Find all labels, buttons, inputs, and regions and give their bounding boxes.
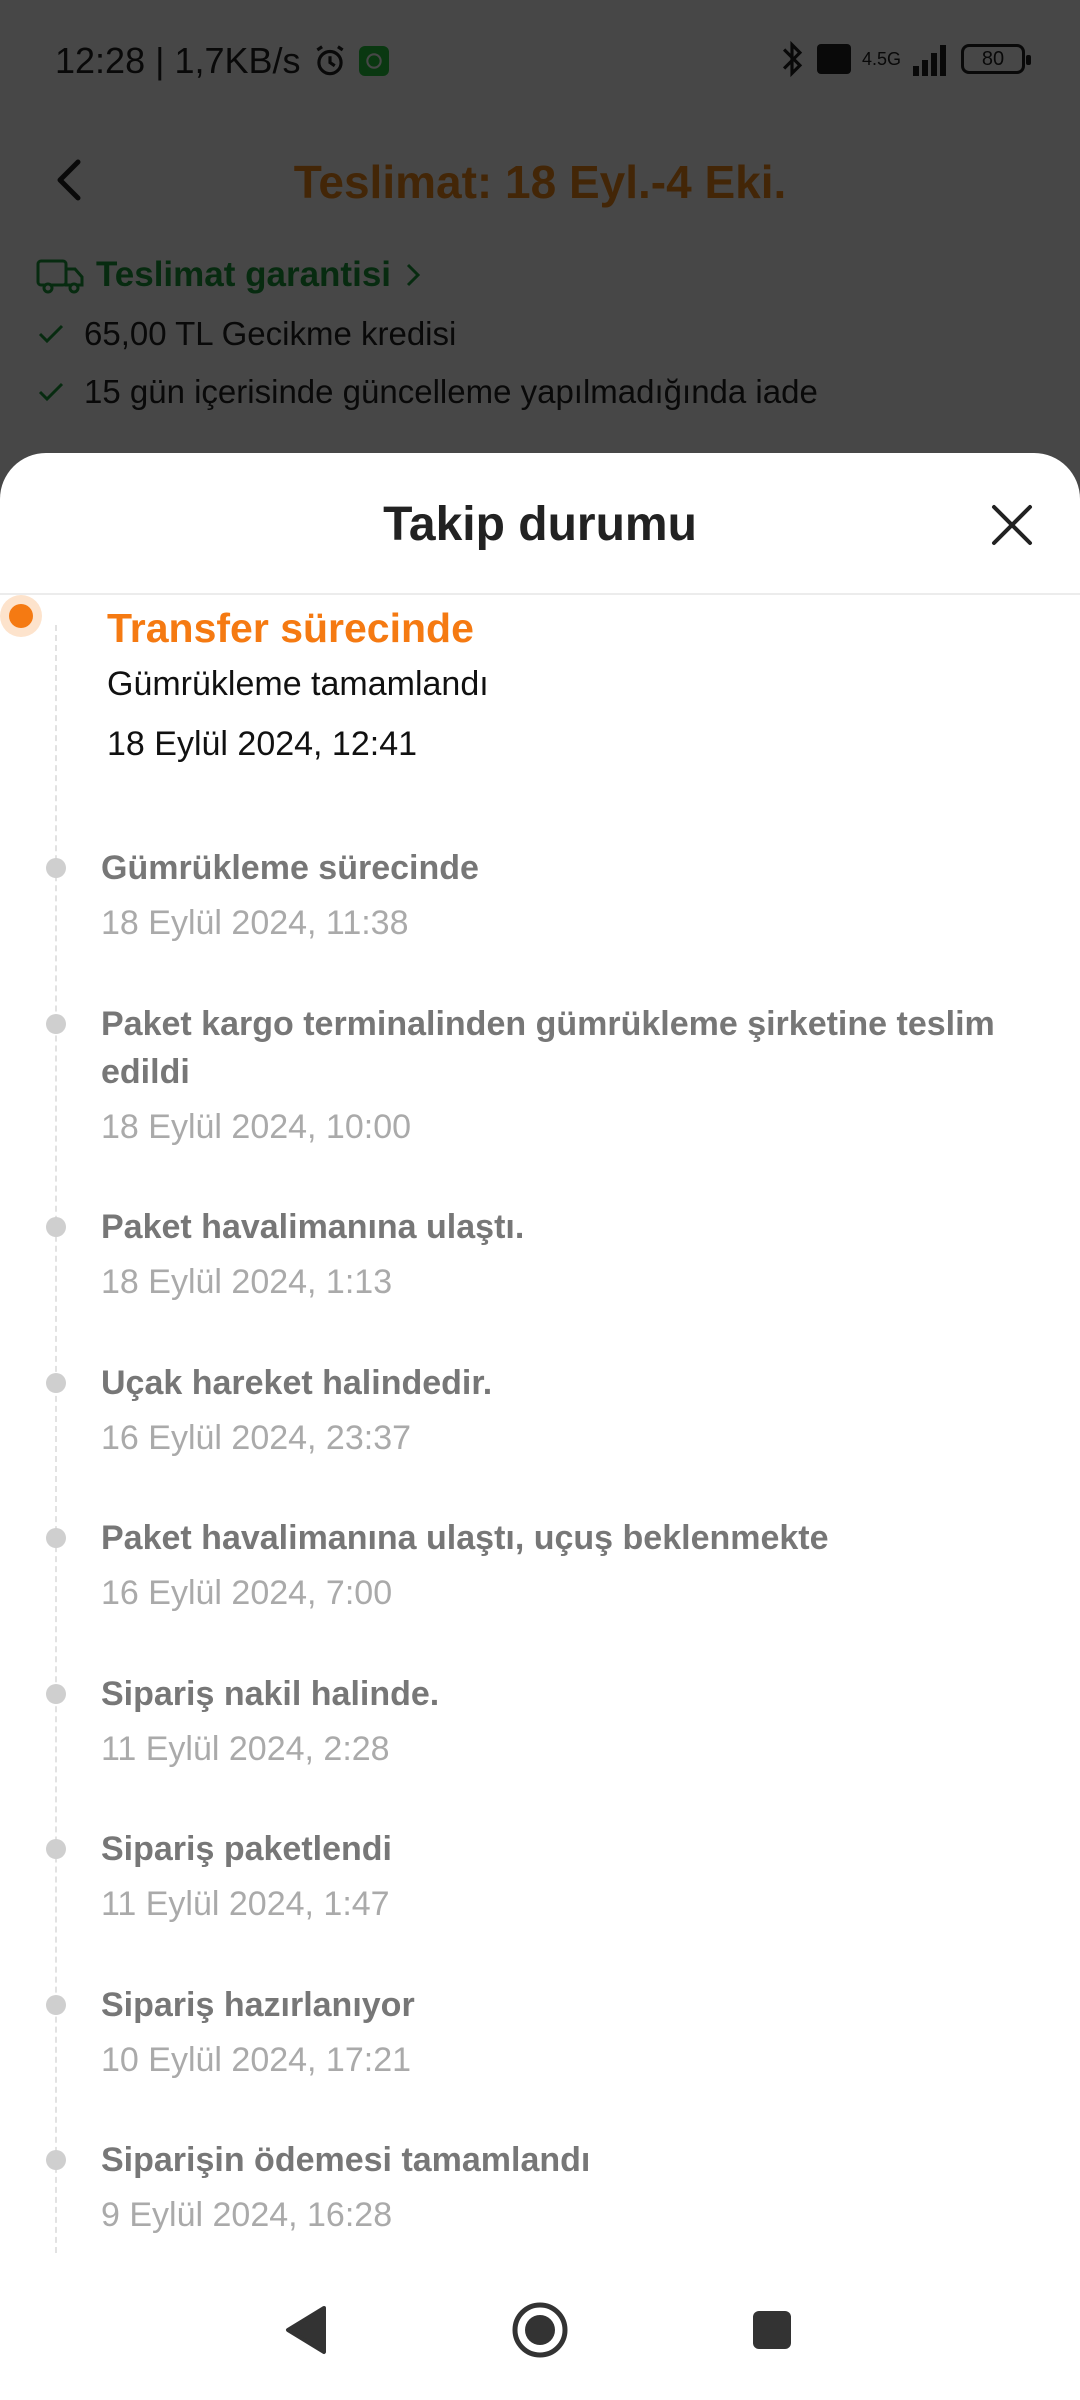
system-nav-bar: [0, 2255, 1080, 2400]
active-dot-icon: [0, 595, 42, 637]
timeline-dot-icon: [46, 1373, 66, 1393]
triangle-back-icon: [282, 2304, 328, 2356]
event-time: 18 Eylül 2024, 10:00: [101, 1108, 412, 1146]
current-status-title: Transfer sürecinde: [107, 605, 474, 651]
event-title: Sipariş hazırlanıyor: [101, 1986, 415, 2024]
timeline-dot-icon: [46, 1995, 66, 2015]
event-time: 10 Eylül 2024, 17:21: [101, 2041, 412, 2079]
event-title: Sipariş nakil halinde.: [101, 1675, 440, 1713]
timeline-dot-icon: [46, 1684, 66, 1704]
current-status: [0, 595, 1080, 763]
close-icon[interactable]: [980, 493, 1044, 557]
event-time: 16 Eylül 2024, 7:00: [101, 1574, 393, 1612]
event-title: Uçak hareket halindedir.: [101, 1364, 493, 1402]
tracking-sheet: [0, 453, 1080, 2400]
nav-recents-button[interactable]: [737, 2295, 807, 2365]
event-title: Paket kargo terminalinden gümrükleme şirketine teslim edildi: [101, 1005, 995, 1091]
timeline-dot-icon: [46, 1014, 66, 1034]
event-title: Paket havalimanına ulaştı.: [101, 1208, 525, 1246]
timeline-dot-icon: [46, 858, 66, 878]
event-time: 18 Eylül 2024, 11:38: [101, 904, 409, 942]
event-time: 11 Eylül 2024, 2:28: [101, 1730, 390, 1768]
event-time: 11 Eylül 2024, 1:47: [101, 1885, 390, 1923]
event-title: Siparişin ödemesi tamamlandı: [101, 2141, 591, 2179]
event-title: Gümrükleme sürecinde: [101, 849, 479, 887]
event-time: 18 Eylül 2024, 1:13: [101, 1263, 393, 1301]
event-time: 9 Eylül 2024, 16:28: [101, 2196, 393, 2234]
timeline-dot-icon: [46, 1217, 66, 1237]
nav-home-button[interactable]: [505, 2295, 575, 2365]
timeline-dot-icon: [46, 2150, 66, 2170]
nav-back-button[interactable]: [270, 2295, 340, 2365]
event-title: Paket havalimanına ulaştı, uçuş beklenmekte: [101, 1519, 829, 1557]
timeline-dot-icon: [46, 1839, 66, 1859]
sheet-title: Takip durumu: [383, 498, 697, 551]
square-recents-icon: [750, 2308, 794, 2352]
sheet-header: [0, 453, 1080, 595]
current-status-detail: Gümrükleme tamamlandı: [107, 665, 489, 703]
timeline-dot-icon: [46, 1528, 66, 1548]
event-title: Sipariş paketlendi: [101, 1830, 392, 1868]
home-circle-icon: [510, 2300, 570, 2360]
event-time: 16 Eylül 2024, 23:37: [101, 1419, 412, 1457]
current-status-time: 18 Eylül 2024, 12:41: [107, 725, 418, 763]
